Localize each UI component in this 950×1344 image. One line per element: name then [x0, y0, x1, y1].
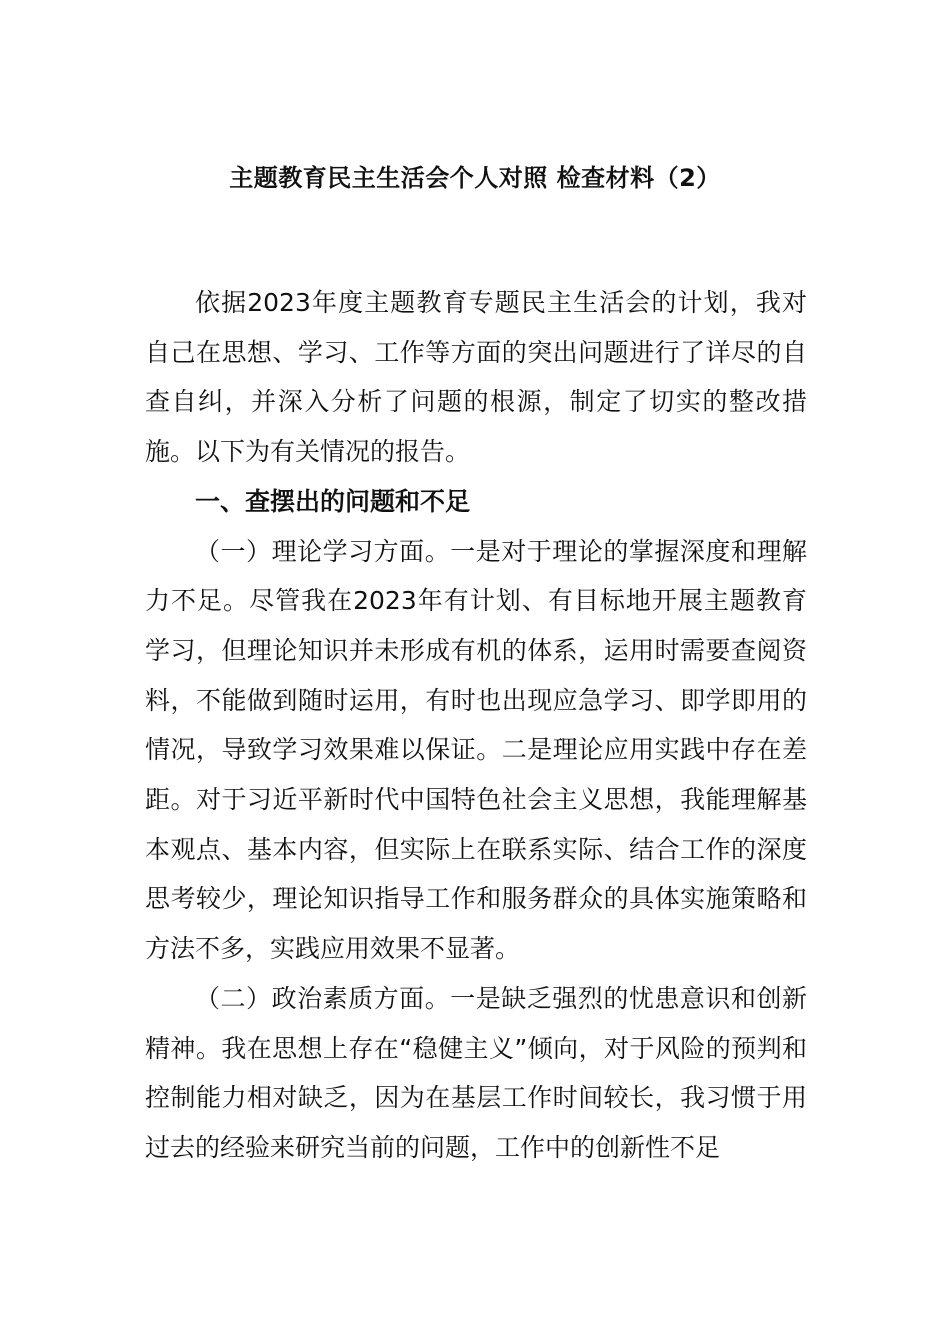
- political-quality-paragraph: （二）政治素质方面。一是缺乏强烈的忧患意识和创新精神。我在思想上存在“稳健主义”倾向，对于风险的预判和控制能力相对缺乏，因为在基层工作时间较长，我习惯于用过去的经验来研究当前的问题，工作中的创新性不足: [145, 983, 807, 1162]
- section-heading: 一、查摆出的问题和不足: [195, 486, 471, 516]
- document-body: [145, 278, 807, 1173]
- intro-paragraph: 依据2023年度主题教育专题民主生活会的计划，我对自己在思想、学习、工作等方面的突出问题进行了详尽的自查自纠，并深入分析了问题的根源，制定了切实的整改措施。以下为有关情况的报告。: [145, 288, 807, 467]
- theory-study-paragraph: （一）理论学习方面。一是对于理论的掌握深度和理解力不足。尽管我在2023年有计划、有目标地开展主题教育学习，但理论知识并未形成有机的体系，运用时需要查阅资料，不能做到随时运用，有时也出现应急学习、即学即用的情况，导致学习效果难以保证。二是理论应用实践中存在差距。对于习近平新时代中国特色社会主义思想，我能理解基本观点、基本内容，但实际上在联系实际、结合工作的深度思考较少，理论知识指导工作和服务群众的具体实施策略和方法不多，实践应用效果不显著。: [145, 536, 807, 964]
- document-title: 主题教育民主生活会个人对照 检查材料（2）: [229, 164, 721, 192]
